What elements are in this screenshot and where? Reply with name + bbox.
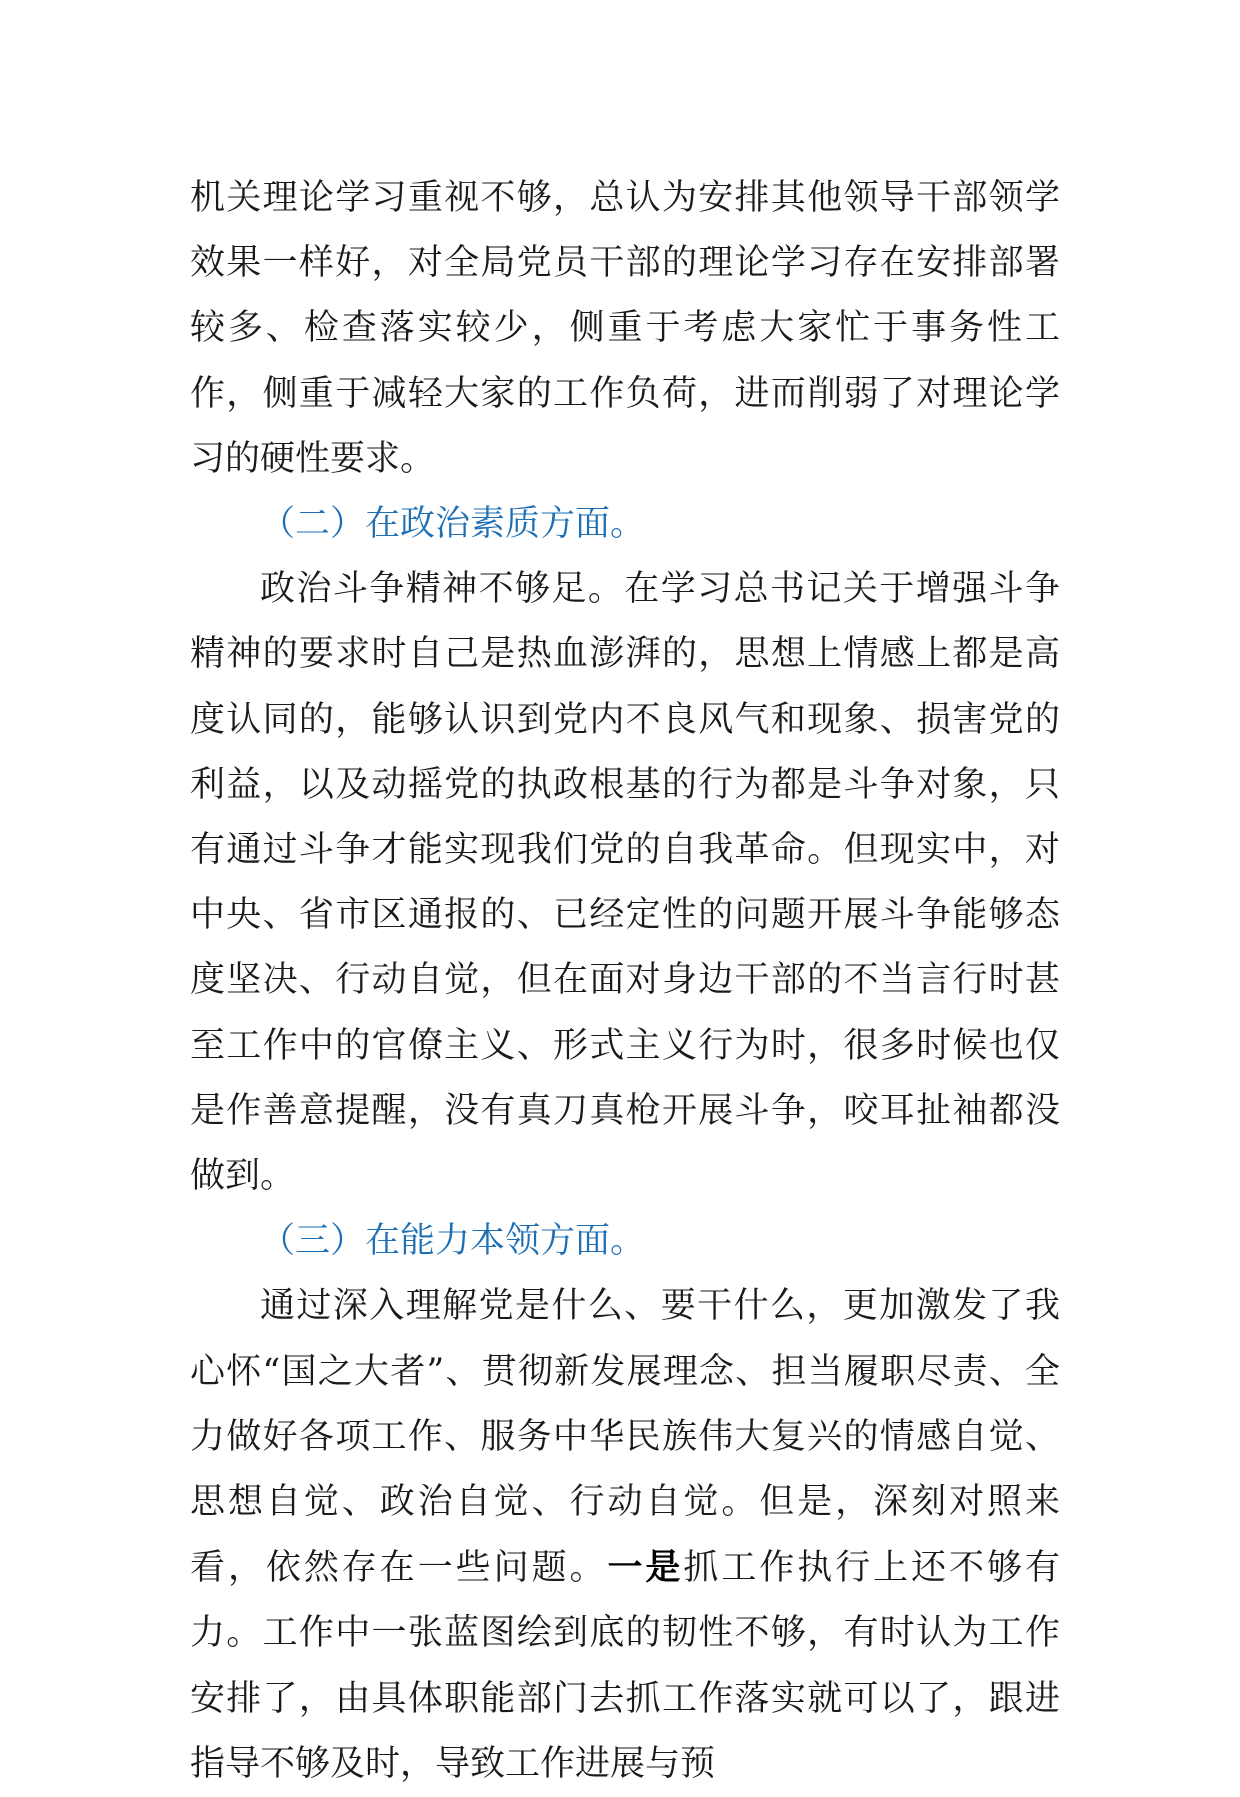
document-body [190, 166, 1060, 1797]
section-heading-political-quality: （二）在政治素质方面。 [260, 504, 646, 545]
paragraph-ability-bold-marker: 一是 [607, 1547, 684, 1589]
section-heading-ability: （三）在能力本领方面。 [260, 1221, 646, 1262]
paragraph-ability-text-a: 通过深入理解党是什么、要干什么，更加激发了我心怀“国之大者”、贯彻新发展理念、担当履职尽责、全力做好各项工作、服务中华民族伟大复兴的情感自觉、思想自觉、政治自觉、行动自觉。但是，深刻对照来看，依然存在一些问题。 [190, 1286, 1060, 1589]
paragraph-political-struggle: 政治斗争精神不够足。在学习总书记关于增强斗争精神的要求时自己是热血澎湃的，思想上情感上都是高度认同的，能够认识到党内不良风气和现象、损害党的利益，以及动摇党的执政根基的行为都是斗争对象，只有通过斗争才能实现我们党的自我革命。但现实中，对中央、省市区通报的、已经定性的问题开展斗争能够态度坚决、行动自觉，但在面对身边干部的不当言行时甚至工作中的官僚主义、形式主义行为时，很多时候也仅是作善意提醒，没有真刀真枪开展斗争，咬耳扯袖都没做到。 [190, 569, 1060, 1197]
paragraph-continued: 机关理论学习重视不够，总认为安排其他领导干部领学效果一样好，对全局党员干部的理论学习存在安排部署较多、检查落实较少，侧重于考虑大家忙于事务性工作，侧重于减轻大家的工作负荷，进而削弱了对理论学习的硬性要求。 [190, 178, 1060, 479]
paragraph-ability-text-b: 抓工作执行上还不够有力。工作中一张蓝图绘到底的韧性不够，有时认为工作安排了，由具体职能部门去抓工作落实就可以了，跟进指导不够及时，导致工作进展与预 [190, 1548, 1060, 1784]
paragraph-ability [190, 1274, 1060, 1797]
